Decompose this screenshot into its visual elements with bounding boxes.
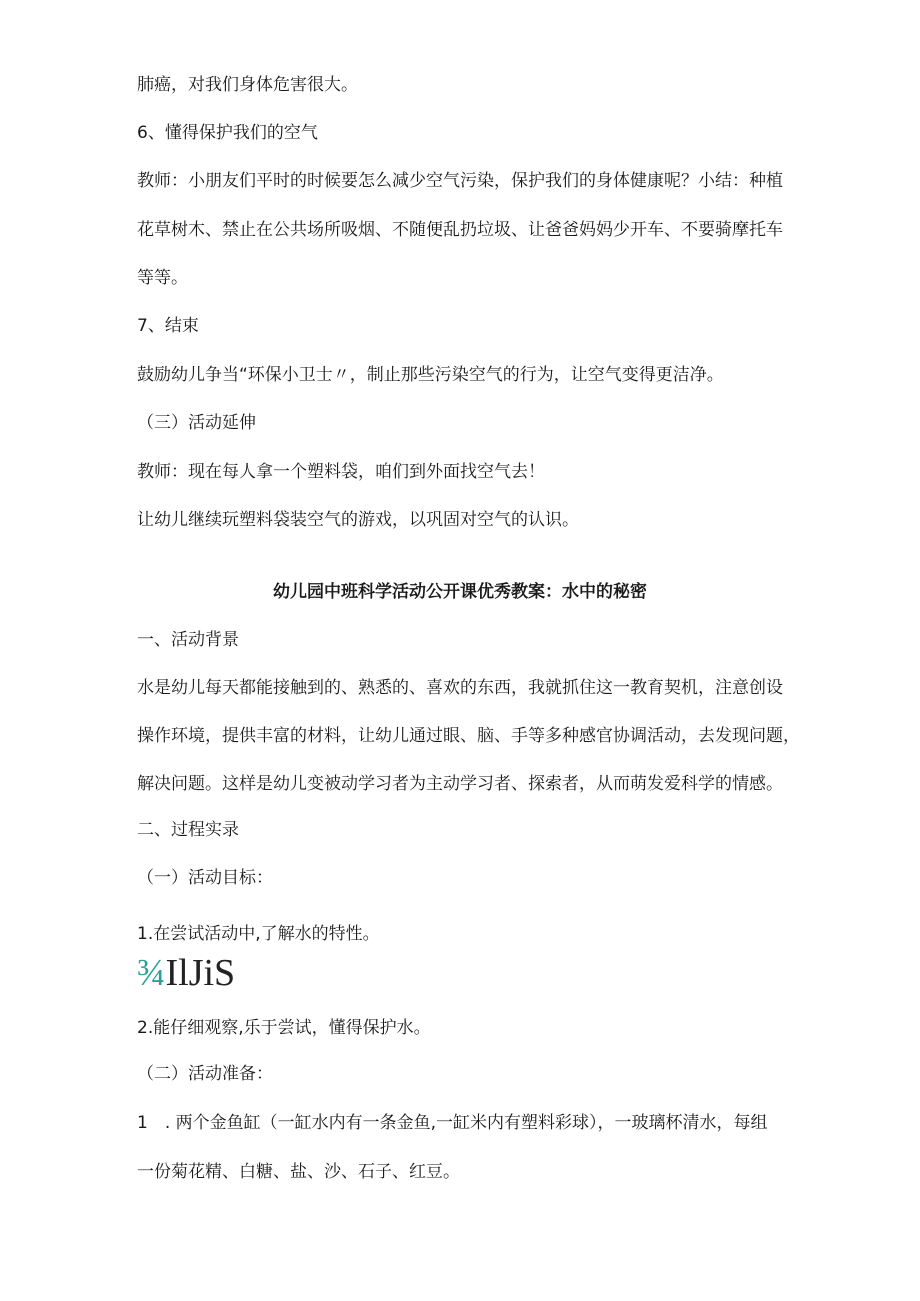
- paragraph-line: 操作环境，提供丰富的材料，让幼儿通过眼、脑、手等多种感官协调活动，去发现问题，: [137, 726, 800, 746]
- section-heading: （一）活动目标：: [137, 868, 273, 888]
- garbled-fraction: ¾: [137, 952, 166, 994]
- paragraph-line: 一份菊花精、白糖、盐、沙、石子、红豆。: [137, 1162, 460, 1182]
- paragraph-line: 2.能仔细观察,乐于尝试，懂得保护水。: [137, 1018, 431, 1038]
- paragraph-line: 教师：现在每人拿一个塑料袋，咱们到外面找空气去！: [137, 462, 545, 482]
- section-heading: 二、过程实录: [137, 820, 239, 840]
- paragraph-line: 解决问题。这样是幼儿变被动学习者为主动学习者、探索者，从而萌发爱科学的情感。: [137, 774, 783, 794]
- paragraph-line: 1.在尝试活动中,了解水的特性。: [137, 924, 380, 944]
- paragraph-line: 1 . 两个金鱼缸（一缸水内有一条金鱼,一缸米内有塑料彩球），一玻璃杯清水，每组: [137, 1113, 768, 1133]
- paragraph-line: 肺癌，对我们身体危害很大。: [137, 75, 358, 95]
- garbled-text: [137, 951, 235, 995]
- paragraph-line: 让幼儿继续玩塑料袋装空气的游戏，以巩固对空气的认识。: [137, 510, 579, 530]
- garbled-letters: IlJiS: [165, 952, 236, 994]
- paragraph-line: 花草树木、禁止在公共场所吸烟、不随便乱扔垃圾、让爸爸妈妈少开车、不要骑摩托车: [137, 220, 783, 240]
- paragraph-line: 等等。: [137, 268, 188, 288]
- section-heading: 一、活动背景: [137, 630, 239, 650]
- paragraph-line: 鼓励幼儿争当“环保小卫士〃，制止那些污染空气的行为，让空气变得更洁净。: [137, 365, 724, 385]
- section-heading: （三）活动延伸: [137, 413, 256, 433]
- section-heading: 6、懂得保护我们的空气: [137, 123, 318, 143]
- section-heading: 7、结束: [137, 316, 199, 336]
- paragraph-line: 教师：小朋友们平时的时候要怎么减少空气污染，保护我们的身体健康呢？小结：种植: [137, 171, 783, 191]
- document-title: 幼儿园中班科学活动公开课优秀教案：水中的秘密: [273, 582, 647, 602]
- paragraph-line: 水是幼儿每天都能接触到的、熟悉的、喜欢的东西，我就抓住这一教育契机，注意创设: [137, 678, 783, 698]
- section-heading: （二）活动准备：: [137, 1064, 273, 1084]
